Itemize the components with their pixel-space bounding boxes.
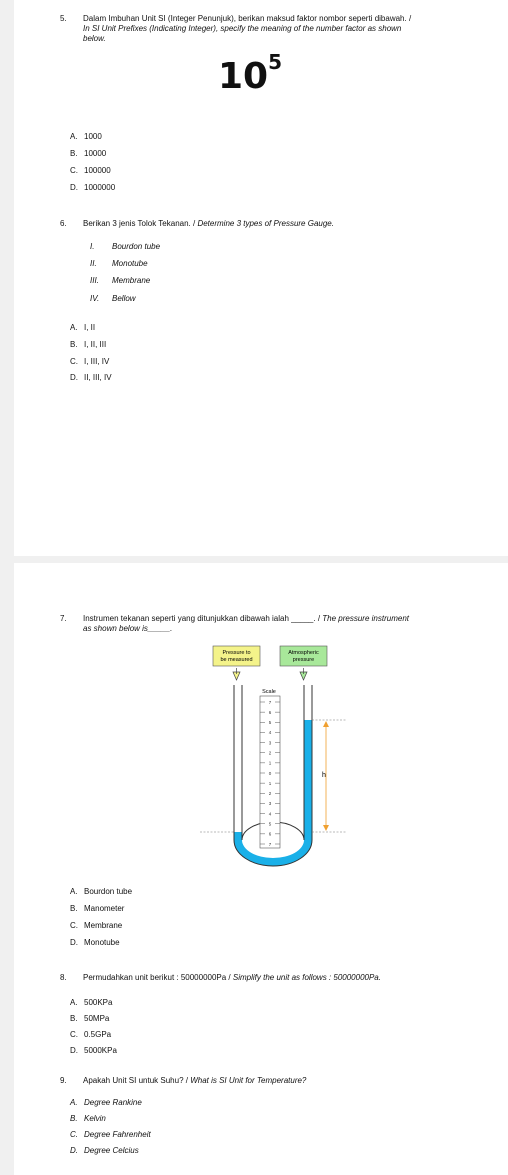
question-8-number: 8. (60, 973, 67, 982)
question-9-number: 9. (60, 1076, 67, 1085)
roman-numeral: IV. (90, 294, 100, 303)
question-5-text-en-2: below. (83, 34, 106, 43)
scale-tick-label: 0 (268, 770, 272, 776)
roman-numeral: III. (90, 276, 99, 285)
option-text: I, III, IV (84, 357, 110, 366)
q8-option-a[interactable] (70, 998, 112, 1008)
scale-tick-label: 4 (268, 811, 272, 817)
roman-numeral: I. (90, 242, 95, 251)
option-text: 10000 (84, 149, 107, 158)
q7-option-a[interactable] (70, 887, 132, 897)
pressure-measured-label-1: Pressure to (222, 650, 251, 656)
pressure-measured-label-2: be measured (220, 657, 253, 663)
option-letter: C. (70, 921, 78, 930)
option-letter: C. (70, 166, 78, 175)
option-letter: C. (70, 1030, 78, 1039)
q5-option-c[interactable] (70, 166, 111, 176)
scale-tick-label: 3 (268, 801, 272, 807)
question-6-text (83, 219, 493, 229)
question-7-text-en-1: The pressure instrument (322, 614, 409, 623)
item-text: Membrane (112, 276, 151, 285)
q7-option-b[interactable] (70, 904, 124, 914)
option-text: I, II (84, 323, 96, 332)
option-text: 50MPa (84, 1014, 110, 1023)
option-letter: B. (70, 340, 78, 349)
scale-tick-label: 6 (268, 831, 272, 837)
question-7-number: 7. (60, 614, 67, 623)
power-exponent: 5 (268, 50, 283, 74)
scale-tick-label: 1 (268, 760, 272, 766)
option-letter: C. (70, 357, 78, 366)
pressure-measured-box (213, 646, 260, 666)
q6-option-d[interactable] (70, 373, 112, 383)
option-text: II, III, IV (84, 373, 112, 382)
q6-item-2 (90, 259, 148, 269)
question-6-text-ms: Berikan 3 jenis Tolok Tekanan. / (83, 219, 198, 228)
scale-tick-label: 2 (268, 750, 272, 756)
question-5-text (83, 14, 493, 44)
q8-option-b[interactable] (70, 1014, 109, 1024)
option-letter: D. (70, 1146, 78, 1155)
scale-tick-label: 7 (268, 841, 272, 847)
option-text: Kelvin (84, 1114, 106, 1123)
option-letter: A. (70, 998, 78, 1007)
option-text: 1000000 (84, 183, 116, 192)
scale-tick-label: 2 (268, 791, 272, 797)
q6-option-b[interactable] (70, 340, 106, 350)
option-text: Degree Rankine (84, 1098, 142, 1107)
height-label: h (322, 772, 326, 779)
q6-item-3 (90, 276, 150, 286)
right-down-arrow (300, 668, 307, 680)
power-of-ten (218, 50, 283, 97)
option-text: 1000 (84, 132, 102, 141)
option-text: 0.5GPa (84, 1030, 112, 1039)
scale-tick-label: 6 (268, 709, 272, 715)
option-letter: A. (70, 132, 78, 141)
q9-option-d[interactable] (70, 1146, 139, 1156)
scale-label: Scale (262, 689, 276, 695)
option-text: Degree Celcius (84, 1146, 139, 1155)
option-letter: A. (70, 323, 78, 332)
option-letter: D. (70, 183, 78, 192)
question-5-text-ms: Dalam Imbuhan Unit SI (Integer Penunjuk), berikan maksud faktor nombor seperti dibawah. / (83, 14, 412, 23)
question-8-text (83, 973, 493, 983)
question-7-text (83, 614, 493, 634)
question-9-text-ms: Apakah Unit SI untuk Suhu? / (83, 1076, 191, 1085)
scale-tick-label: 1 (268, 780, 272, 786)
option-letter: B. (70, 1014, 78, 1023)
item-text: Monotube (112, 259, 148, 268)
q6-option-a[interactable] (70, 323, 95, 333)
atmospheric-pressure-label-1: Atmospheric (288, 650, 319, 656)
q6-item-1 (90, 242, 160, 252)
question-5-text-en-1: In SI Unit Prefixes (Indicating Integer), specify the meaning of the number factor as shown (83, 24, 402, 33)
q5-option-b[interactable] (70, 149, 106, 159)
question-9-text (83, 1076, 493, 1086)
height-arrow-bottom (323, 825, 329, 831)
option-text: Manometer (84, 904, 125, 913)
option-letter: C. (70, 1130, 78, 1139)
manometer-diagram (190, 640, 360, 880)
q7-option-c[interactable] (70, 921, 122, 931)
q6-option-c[interactable] (70, 357, 109, 367)
option-text: 100000 (84, 166, 111, 175)
option-letter: B. (70, 149, 78, 158)
question-8-text-en: Simplify the unit as follows : 50000000Pa. (232, 973, 381, 982)
roman-numeral: II. (90, 259, 97, 268)
scale-tick-label: 5 (268, 720, 272, 726)
height-arrow-top (323, 721, 329, 727)
atmospheric-pressure-label-2: pressure (292, 657, 315, 663)
scale-tick-label: 7 (268, 699, 272, 705)
question-6-text-en: Determine 3 types of Pressure Gauge. (197, 219, 334, 228)
question-7-text-ms: Instrumen tekanan seperti yang ditunjukkan dibawah ialah _____. / (83, 614, 323, 623)
option-letter: D. (70, 938, 78, 947)
scale-tick-label: 3 (268, 740, 272, 746)
left-down-arrow (233, 668, 240, 680)
scale-tick-label: 5 (268, 821, 272, 827)
option-text: 5000KPa (84, 1046, 117, 1055)
option-letter: A. (70, 1098, 78, 1107)
atmospheric-pressure-box (280, 646, 327, 666)
option-text: Monotube (84, 938, 120, 947)
q8-option-d[interactable] (70, 1046, 117, 1056)
option-text: 500KPa (84, 998, 113, 1007)
option-letter: D. (70, 373, 78, 382)
item-text: Bourdon tube (112, 242, 161, 251)
option-text: Membrane (84, 921, 123, 930)
power-base: 10 (218, 56, 269, 97)
question-9-text-en: What is SI Unit for Temperature? (190, 1076, 307, 1085)
question-5-number: 5. (60, 14, 67, 23)
option-letter: B. (70, 1114, 78, 1123)
option-letter: B. (70, 904, 78, 913)
q8-option-c[interactable] (70, 1030, 111, 1040)
q6-item-4 (90, 294, 136, 304)
option-text: Degree Fahrenheit (84, 1130, 151, 1139)
question-6-number: 6. (60, 219, 67, 228)
q9-option-a[interactable] (70, 1098, 142, 1108)
question-7-text-en-2: as shown below is_____. (83, 624, 173, 633)
q9-option-c[interactable] (70, 1130, 151, 1140)
q5-option-a[interactable] (70, 132, 102, 142)
q7-option-d[interactable] (70, 938, 120, 948)
q5-option-d[interactable] (70, 183, 115, 193)
option-text: I, II, III (84, 340, 107, 349)
option-letter: D. (70, 1046, 78, 1055)
item-text: Bellow (112, 294, 136, 303)
option-text: Bourdon tube (84, 887, 133, 896)
option-letter: A. (70, 887, 78, 896)
q9-option-b[interactable] (70, 1114, 106, 1124)
scale-tick-label: 4 (268, 730, 272, 736)
question-8-text-ms: Permudahkan unit berikut : 50000000Pa / (83, 973, 233, 982)
